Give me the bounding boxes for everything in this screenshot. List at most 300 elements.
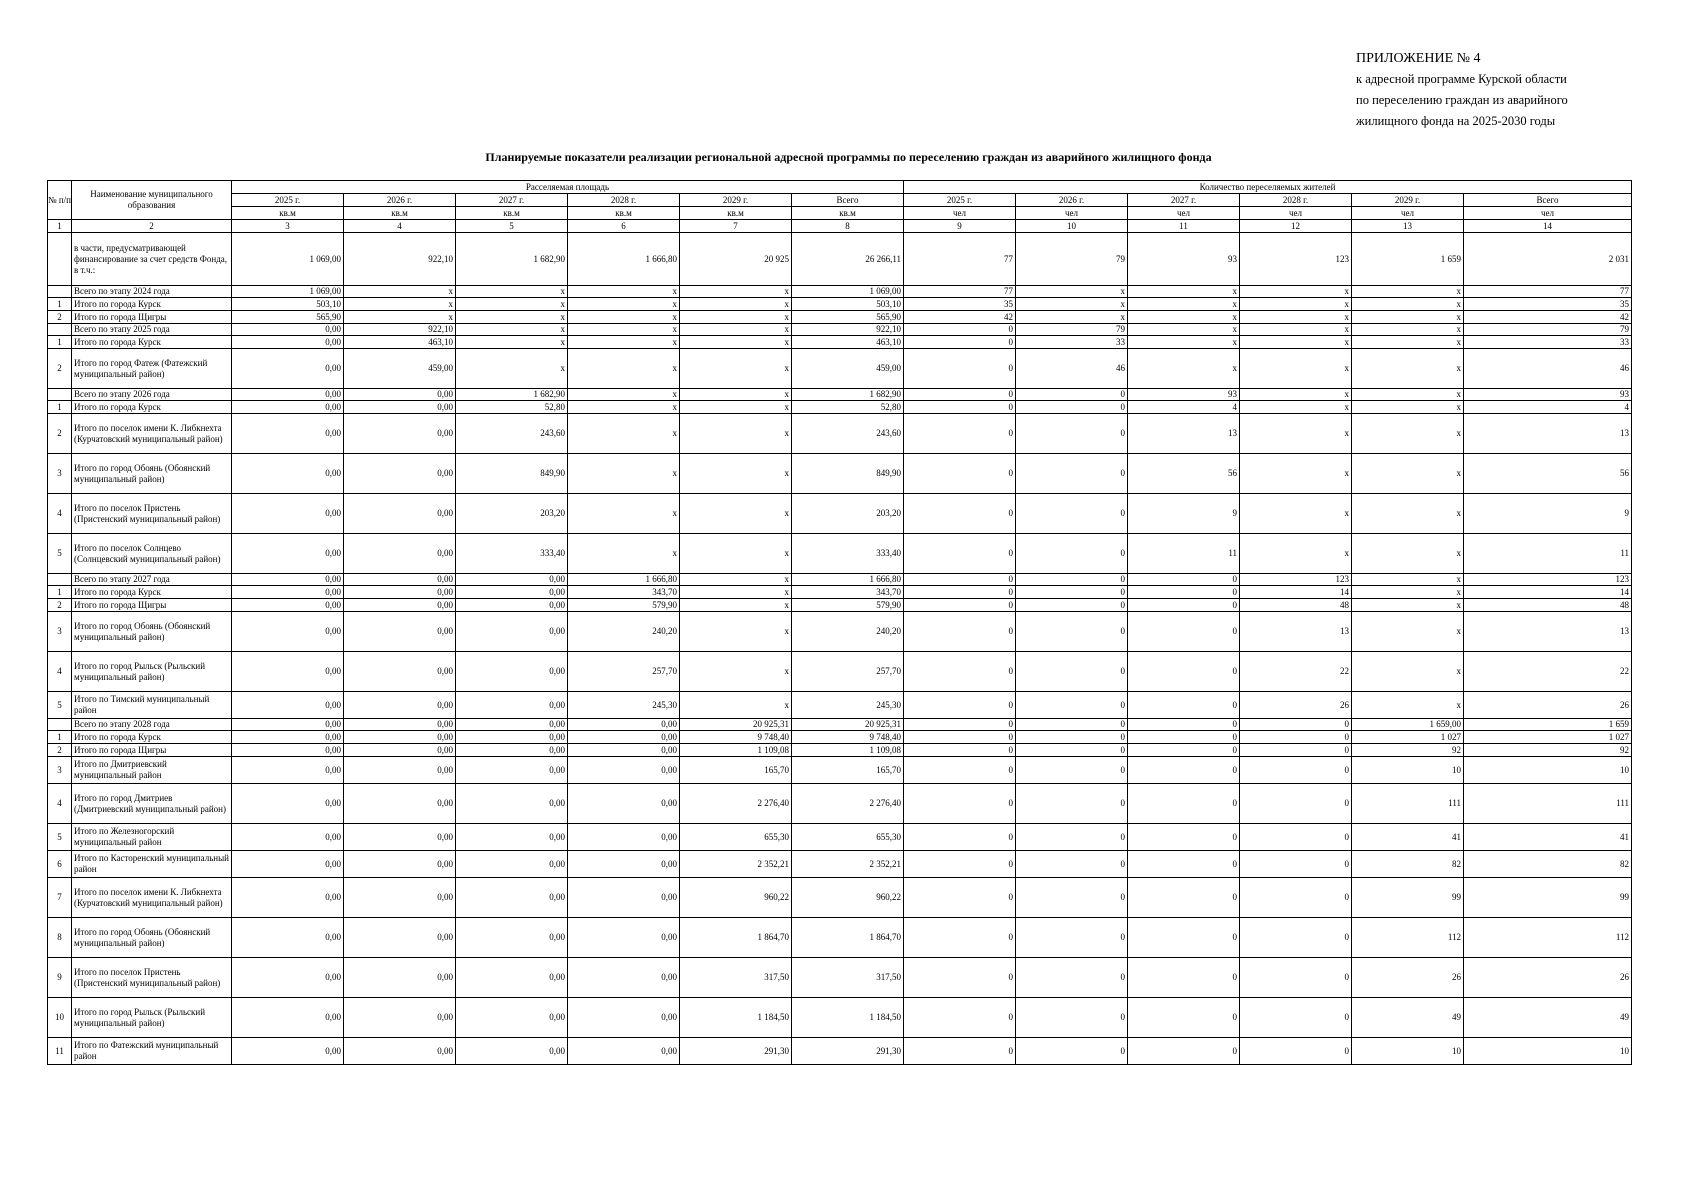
area-value: 0,00 [344,401,456,414]
residents-value: 13 [1464,414,1632,454]
residents-value: 82 [1352,851,1464,878]
residents-value: 0 [904,324,1016,336]
area-value: x [456,298,568,311]
residents-value: 0 [1016,414,1128,454]
area-value: 0,00 [456,719,568,731]
area-value: 655,30 [792,824,904,851]
area-value: 0,00 [344,414,456,454]
appendix-title: ПРИЛОЖЕНИЕ № 4 [1356,51,1481,66]
residents-value: 42 [1464,311,1632,324]
residents-value: 11 [1464,534,1632,574]
column-number: 6 [568,220,680,233]
residents-value: 26 [1352,958,1464,998]
residents-value: x [1240,414,1352,454]
area-value: 0,00 [232,574,344,586]
area-value: 0,00 [344,757,456,784]
residents-value: 77 [904,286,1016,298]
municipality-name: Итого по поселок Пристень (Пристенский муниципальный район) [72,494,232,534]
residents-value: 0 [1128,958,1240,998]
residents-value: 0 [1016,454,1128,494]
table-row [48,878,1632,918]
municipality-name: Итого по города Курск [72,401,232,414]
residents-value: 0 [1016,534,1128,574]
stage-total-row [48,574,1632,586]
residents-value: x [1240,336,1352,349]
area-value: x [680,454,792,494]
residents-value: x [1240,494,1352,534]
table-row [48,454,1632,494]
area-value: 0,00 [232,586,344,599]
residents-value: x [1016,311,1128,324]
municipality-name: Итого по города Щигры [72,311,232,324]
area-value: x [680,286,792,298]
area-value: x [568,311,680,324]
header-residents-group: Количество переселяемых жителей [904,181,1632,194]
residents-value: x [1352,599,1464,612]
residents-value: 0 [904,1038,1016,1065]
area-value: x [456,349,568,389]
residents-value: 0 [1128,757,1240,784]
table-row [48,349,1632,389]
residents-value: 22 [1240,652,1352,692]
area-year-header: 2027 г. [456,194,568,207]
residents-value: 0 [1016,652,1128,692]
column-number: 10 [1016,220,1128,233]
area-value: 1 069,00 [232,233,344,286]
residents-value: x [1240,534,1352,574]
residents-value: 0 [904,534,1016,574]
residents-value: 49 [1352,998,1464,1038]
document-title: Планируемые показатели реализации региональной адресной программы по переселению граждан из аварийного жилищного фонда [485,150,1212,164]
area-value: x [568,336,680,349]
residents-value: x [1240,349,1352,389]
column-number: 5 [456,220,568,233]
row-number: 2 [48,349,72,389]
column-number: 2 [72,220,232,233]
residents-value: 26 [1464,958,1632,998]
area-value: 0,00 [568,1038,680,1065]
residents-value: 0 [1128,878,1240,918]
residents-value: x [1240,286,1352,298]
residents-value: 22 [1464,652,1632,692]
residents-value: 0 [1016,918,1128,958]
area-value: 0,00 [456,824,568,851]
area-value: 2 352,21 [792,851,904,878]
residents-value: 0 [1240,851,1352,878]
area-unit-header: кв.м [568,207,680,220]
area-value: x [680,652,792,692]
residents-value: x [1240,311,1352,324]
residents-value: 10 [1464,1038,1632,1065]
residents-value: 0 [1240,784,1352,824]
area-value: 655,30 [680,824,792,851]
area-value: 257,70 [568,652,680,692]
residents-value: 0 [1128,612,1240,652]
area-value: 0,00 [232,878,344,918]
municipality-name: Итого по город Фатеж (Фатежский муниципальный район) [72,349,232,389]
column-number: 14 [1464,220,1632,233]
residents-value: 0 [1128,784,1240,824]
area-value: 0,00 [344,744,456,757]
row-number: 2 [48,311,72,324]
area-value: 960,22 [680,878,792,918]
residents-value: 0 [1016,958,1128,998]
area-value: 0,00 [232,494,344,534]
area-value: 922,10 [344,233,456,286]
area-value: 0,00 [344,731,456,744]
residents-value: 48 [1240,599,1352,612]
residents-value: 0 [1240,744,1352,757]
residents-value: 93 [1464,389,1632,401]
table-row [48,586,1632,599]
area-value: 0,00 [568,878,680,918]
column-number: 7 [680,220,792,233]
residents-value: 0 [904,389,1016,401]
row-number: 2 [48,744,72,757]
residents-value: 0 [904,574,1016,586]
residents-value: 26 [1240,692,1352,719]
area-value: 333,40 [792,534,904,574]
residents-value: 0 [1240,824,1352,851]
residents-value: 48 [1464,599,1632,612]
area-value: 20 925 [680,233,792,286]
area-value: 1 666,80 [568,574,680,586]
row-number [48,286,72,298]
area-value: 0,00 [344,692,456,719]
area-value: 0,00 [232,534,344,574]
residents-value: x [1352,534,1464,574]
area-value: 0,00 [232,757,344,784]
residents-value: 93 [1128,233,1240,286]
residents-value: 99 [1464,878,1632,918]
residents-value: 0 [1016,731,1128,744]
municipality-name: Всего по этапу 2026 года [72,389,232,401]
residents-value: 0 [1240,731,1352,744]
area-value: x [568,298,680,311]
area-value: x [680,574,792,586]
res-unit-header: чел [904,207,1016,220]
table-row [48,692,1632,719]
municipality-name: Итого по города Курск [72,731,232,744]
residents-value: x [1352,612,1464,652]
residents-value: 2 031 [1464,233,1632,286]
area-value: 922,10 [792,324,904,336]
residents-value: 46 [1016,349,1128,389]
area-value: x [680,612,792,652]
residents-value: 0 [1016,998,1128,1038]
area-value: 0,00 [456,998,568,1038]
area-value: 0,00 [456,692,568,719]
residents-value: 0 [1128,918,1240,958]
residents-value: 1 659,00 [1352,719,1464,731]
area-year-header: Всего [792,194,904,207]
residents-value: 0 [1016,612,1128,652]
area-value: 0,00 [344,389,456,401]
area-value: 2 276,40 [680,784,792,824]
municipality-name: Итого по Фатежский муниципальный район [72,1038,232,1065]
municipality-name: Итого по город Обоянь (Обоянский муниципальный район) [72,918,232,958]
residents-value: 0 [904,494,1016,534]
residents-value: 49 [1464,998,1632,1038]
residents-value: x [1352,454,1464,494]
area-value: 0,00 [568,998,680,1038]
res-unit-header: чел [1240,207,1352,220]
municipality-name: Итого по города Курск [72,298,232,311]
residents-value: 0 [1128,586,1240,599]
area-year-header: 2028 г. [568,194,680,207]
row-number: 1 [48,401,72,414]
residents-value: x [1352,401,1464,414]
area-value: 1 184,50 [680,998,792,1038]
municipality-name: Всего по этапу 2025 года [72,324,232,336]
area-value: x [680,414,792,454]
residents-value: x [1128,324,1240,336]
residents-value: 0 [1016,494,1128,534]
area-value: 0,00 [344,878,456,918]
area-value: 0,00 [232,692,344,719]
area-value: 0,00 [344,851,456,878]
residents-value: 79 [1464,324,1632,336]
residents-value: 111 [1464,784,1632,824]
area-value: 291,30 [680,1038,792,1065]
area-value: 0,00 [344,586,456,599]
area-value: 503,10 [232,298,344,311]
municipality-name: Всего по этапу 2028 года [72,719,232,731]
residents-value: 13 [1240,612,1352,652]
residents-value: 79 [1016,233,1128,286]
area-value: 0,00 [456,652,568,692]
stage-total-row [48,389,1632,401]
residents-value: 56 [1464,454,1632,494]
residents-value: 0 [1240,998,1352,1038]
area-value: 0,00 [456,586,568,599]
residents-value: 0 [1016,851,1128,878]
residents-value: 26 [1464,692,1632,719]
area-value: 1 109,08 [680,744,792,757]
area-value: 579,90 [792,599,904,612]
residents-value: 35 [904,298,1016,311]
area-value: 0,00 [456,784,568,824]
residents-value: 0 [904,414,1016,454]
municipality-name: Итого по города Щигры [72,744,232,757]
residents-value: 112 [1352,918,1464,958]
residents-value: 41 [1352,824,1464,851]
area-value: 333,40 [456,534,568,574]
area-value: 0,00 [344,454,456,494]
res-year-header: 2026 г. [1016,194,1128,207]
column-number: 1 [48,220,72,233]
area-value: 1 184,50 [792,998,904,1038]
area-value: 0,00 [344,784,456,824]
residents-value: 0 [904,349,1016,389]
residents-value: 0 [904,998,1016,1038]
area-value: 0,00 [344,824,456,851]
area-value: 257,70 [792,652,904,692]
area-value: 0,00 [232,851,344,878]
row-number: 5 [48,824,72,851]
res-unit-header: чел [1352,207,1464,220]
area-value: 240,20 [792,612,904,652]
residents-value: 0 [904,878,1016,918]
row-number: 2 [48,414,72,454]
residents-value: 1 659 [1464,719,1632,731]
area-value: 0,00 [232,336,344,349]
area-value: 165,70 [792,757,904,784]
area-value: 0,00 [232,349,344,389]
area-value: 0,00 [232,454,344,494]
header-num: № п/п [48,181,72,220]
area-value: 343,70 [568,586,680,599]
column-number: 9 [904,220,1016,233]
table-row [48,958,1632,998]
residents-value: 0 [1128,851,1240,878]
res-year-header: 2028 г. [1240,194,1352,207]
area-value: 2 352,21 [680,851,792,878]
residents-value: x [1240,401,1352,414]
column-number: 4 [344,220,456,233]
table-row [48,784,1632,824]
area-value: 0,00 [232,652,344,692]
residents-value: x [1352,494,1464,534]
area-value: x [344,311,456,324]
residents-value: 0 [1128,1038,1240,1065]
table-row [48,311,1632,324]
residents-value: 0 [904,744,1016,757]
area-value: x [568,534,680,574]
residents-value: 13 [1464,612,1632,652]
residents-value: 0 [1016,744,1128,757]
municipality-name: Итого по Касторенский муниципальный район [72,851,232,878]
area-value: 0,00 [456,731,568,744]
residents-value: 33 [1464,336,1632,349]
residents-value: 11 [1128,534,1240,574]
residents-value: 0 [1016,757,1128,784]
appendix-block [1356,48,1656,132]
table-row [48,824,1632,851]
column-number: 13 [1352,220,1464,233]
area-value: 0,00 [456,851,568,878]
area-value: 1 666,80 [792,574,904,586]
area-value: 0,00 [456,612,568,652]
row-number: 5 [48,692,72,719]
row-number [48,719,72,731]
residents-value: 77 [1464,286,1632,298]
area-value: 243,60 [792,414,904,454]
row-number: 3 [48,757,72,784]
municipality-name: Итого по города Курск [72,586,232,599]
area-value: 0,00 [568,824,680,851]
area-value: 343,70 [792,586,904,599]
appendix-line: к адресной программе Курской области [1356,72,1567,86]
municipality-name: Итого по город Дмитриев (Дмитриевский муниципальный район) [72,784,232,824]
residents-value: 79 [1016,324,1128,336]
area-value: 960,22 [792,878,904,918]
area-value: 240,20 [568,612,680,652]
residents-value: x [1352,414,1464,454]
table-row [48,757,1632,784]
area-value: x [344,298,456,311]
residents-value: 35 [1464,298,1632,311]
area-value: 0,00 [232,612,344,652]
row-number: 5 [48,534,72,574]
area-value: 0,00 [344,599,456,612]
residents-value: 0 [904,454,1016,494]
area-value: 0,00 [344,574,456,586]
area-value: 9 748,40 [680,731,792,744]
residents-value: x [1240,324,1352,336]
area-value: 565,90 [232,311,344,324]
area-value: 0,00 [232,719,344,731]
residents-value: x [1128,336,1240,349]
area-value: x [568,494,680,534]
residents-value: 10 [1464,757,1632,784]
residents-value: 0 [904,586,1016,599]
area-value: x [568,349,680,389]
area-value: 849,90 [456,454,568,494]
residents-value: 0 [1016,389,1128,401]
area-value: 0,00 [456,757,568,784]
residents-value: 41 [1464,824,1632,851]
table-row [48,851,1632,878]
residents-value: 0 [904,719,1016,731]
area-value: x [680,311,792,324]
table-row [48,494,1632,534]
area-value: 0,00 [568,719,680,731]
stage-total-row [48,719,1632,731]
area-value: 0,00 [456,958,568,998]
residents-value: 1 027 [1352,731,1464,744]
residents-value: 0 [904,784,1016,824]
area-value: 0,00 [232,918,344,958]
area-value: 0,00 [344,918,456,958]
area-value: 0,00 [232,731,344,744]
row-number: 8 [48,918,72,958]
area-value: 1 069,00 [232,286,344,298]
residents-value: x [1352,692,1464,719]
residents-value: 0 [1016,824,1128,851]
indicators-table-wrapper [47,180,1632,1065]
area-value: x [680,336,792,349]
residents-value: 0 [1128,599,1240,612]
area-value: 0,00 [568,918,680,958]
residents-value: 0 [1016,784,1128,824]
area-unit-header: кв.м [344,207,456,220]
area-value: 243,60 [456,414,568,454]
area-value: 1 109,08 [792,744,904,757]
area-value: x [680,692,792,719]
municipality-name: Итого по города Щигры [72,599,232,612]
area-year-header: 2025 г. [232,194,344,207]
table-row [48,414,1632,454]
appendix-line: по переселению граждан из аварийного [1356,93,1568,107]
residents-value: 0 [904,731,1016,744]
municipality-name: Итого по поселок имени К. Либкнехта (Курчатовский муниципальный район) [72,878,232,918]
area-value: x [568,324,680,336]
area-value: 0,00 [232,784,344,824]
row-number: 1 [48,731,72,744]
area-value: 0,00 [344,998,456,1038]
municipality-name: в части, предусматривающей финансирование за счет средств Фонда, в т.ч.: [72,233,232,286]
residents-value: 0 [1016,1038,1128,1065]
residents-value: 0 [904,824,1016,851]
area-value: 0,00 [232,414,344,454]
residents-value: 0 [904,599,1016,612]
area-value: x [680,586,792,599]
residents-value: 0 [904,612,1016,652]
header-name: Наименование муниципального образования [72,181,232,220]
area-value: 0,00 [456,599,568,612]
area-value: 849,90 [792,454,904,494]
